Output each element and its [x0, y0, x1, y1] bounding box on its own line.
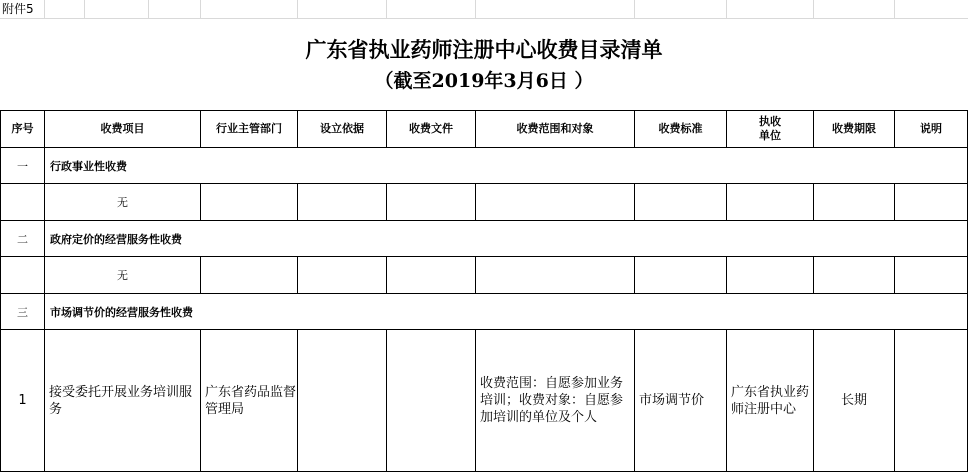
header-cell: 设立依据 — [298, 111, 387, 148]
empty-item-label: 无 — [45, 257, 201, 294]
item-period: 长期 — [814, 330, 895, 472]
attachment-label: 附件5 — [2, 2, 34, 16]
header-cell: 行业主管部门 — [201, 111, 298, 148]
item-number: 1 — [1, 330, 45, 472]
table-row — [1, 257, 968, 294]
document-title: 广东省执业药师注册中心收费目录清单 — [305, 37, 663, 62]
header-cell: 执收 单位 — [727, 111, 814, 148]
section-title: 行政事业性收费 — [45, 148, 968, 184]
section-number: 二 — [1, 221, 45, 257]
table-row — [1, 184, 968, 221]
header-cell: 序号 — [1, 111, 45, 148]
header-cell: 收费项目 — [45, 111, 201, 148]
table-header-row — [1, 111, 968, 148]
item-note — [895, 330, 968, 472]
header-cell: 收费范围和对象 — [476, 111, 635, 148]
section-title: 市场调节价的经营服务性收费 — [45, 294, 968, 330]
section-row — [1, 294, 968, 330]
item-scope: 收费范围：自愿参加业务培训；收费对象：自愿参加培训的单位及个人 — [476, 330, 635, 472]
header-cell: 收费标准 — [635, 111, 727, 148]
empty-item-label: 无 — [45, 184, 201, 221]
header-cell: 说明 — [895, 111, 968, 148]
item-document — [387, 330, 476, 472]
fee-catalog-table — [0, 110, 968, 472]
section-number: 一 — [1, 148, 45, 184]
item-standard: 市场调节价 — [635, 330, 727, 472]
item-basis — [298, 330, 387, 472]
header-cell: 收费期限 — [814, 111, 895, 148]
table-row — [1, 330, 968, 472]
section-row — [1, 221, 968, 257]
item-department: 广东省药品监督管理局 — [201, 330, 298, 472]
document-subtitle: （截至2019年3月6日 ） — [374, 70, 594, 92]
item-name: 接受委托开展业务培训服务 — [45, 330, 201, 472]
section-number: 三 — [1, 294, 45, 330]
section-title: 政府定价的经营服务性收费 — [45, 221, 968, 257]
section-row — [1, 148, 968, 184]
header-cell: 收费文件 — [387, 111, 476, 148]
item-unit: 广东省执业药师注册中心 — [727, 330, 814, 472]
